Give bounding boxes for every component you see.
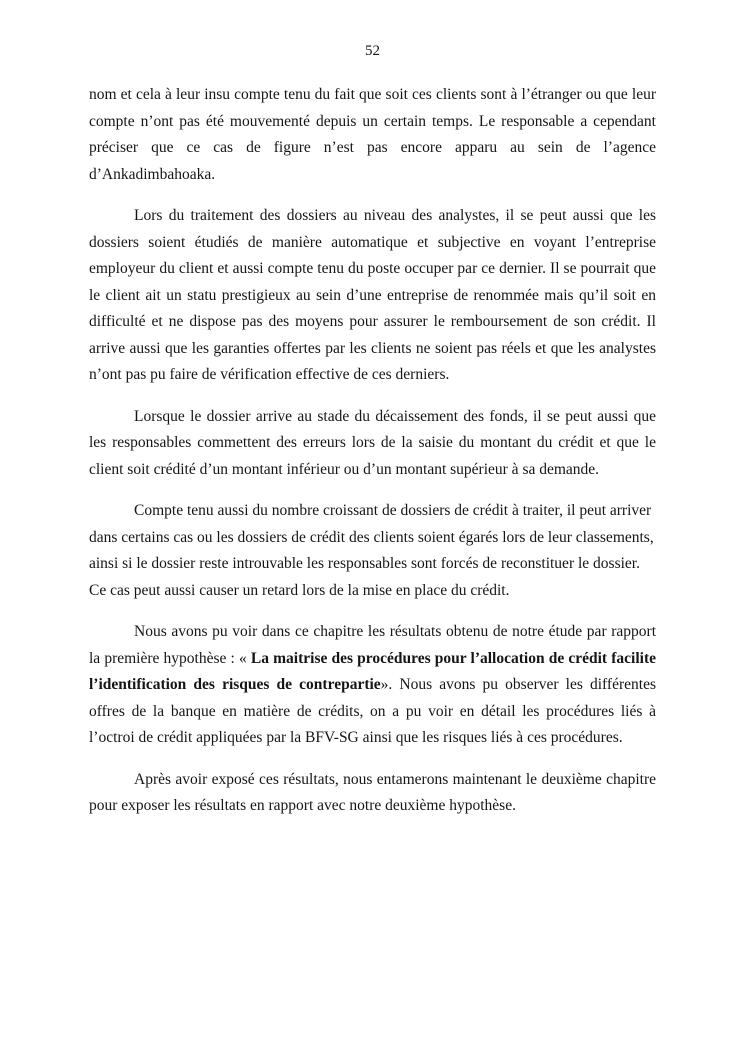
bold-text-run: La maitrise des procédures pour l’allocation de crédit facilite l’identification des risques de contrepartie <box>89 649 656 693</box>
text-run: Compte tenu aussi du nombre croissant de dossiers de crédit à traiter, il peut arriver dans certains cas ou les dossiers de crédit des clients soient égarés lors de leur classements, ainsi si le dossier reste introuvable les responsables sont forcés de reconstituer le dossier. Ce cas peut aussi causer un retard lors de la mise en place du crédit. <box>89 502 654 599</box>
page-number: 52 <box>365 43 380 59</box>
text-run: Après avoir exposé ces résultats, nous entamerons maintenant le deuxième chapitre pour exposer les résultats en rapport avec notre deuxième hypothèse. <box>89 770 656 814</box>
paragraph <box>89 404 656 484</box>
paragraph <box>89 767 656 820</box>
paragraph <box>89 203 656 389</box>
document-body <box>89 82 656 835</box>
paragraph <box>89 498 656 604</box>
text-run: Lorsque le dossier arrive au stade du décaissement des fonds, il se peut aussi que les responsables commettent des erreurs lors de la saisie du montant du crédit et que le client soit crédité d’un montant inférieur ou d’un montant supérieur à sa demande. <box>89 407 656 478</box>
text-run: ». Nous avons pu observer les différentes offres de la banque en matière de crédits, on a pu voir en détail les procédures liés à l’octroi de crédit appliquées par la BFV-SG ainsi que les risques liés à ces procédures. <box>89 676 656 746</box>
text-run: Lors du traitement des dossiers au niveau des analystes, il se peut aussi que les dossiers soient étudiés de manière automatique et subjective en voyant l’entreprise employeur du client et aussi compte tenu du poste occuper par ce dernier. Il se pourrait que le client ait un statu prestigieux au sein d’une entreprise de renommée mais qu’il soit en difficulté et ne dispose pas des moyens pour assurer le remboursement de son crédit. Il arrive aussi que les garanties offertes par les clients ne soient pas réels et que les analystes n’ont pas pu faire de vérification effective de ces derniers. <box>89 207 656 383</box>
text-run: nom et cela à leur insu compte tenu du fait que soit ces clients sont à l’étranger ou que leur compte n’ont pas été mouvementé depuis un certain temps. Le responsable a cependant préciser que ce cas de figure n’est pas encore apparu au sein de l’agence d’Ankadimbahoaka. <box>89 86 656 183</box>
text-run: Nous avons pu voir dans ce chapitre les résultats obtenu de notre étude par rapport la première hypothèse : « <box>89 623 656 667</box>
paragraph <box>89 82 656 188</box>
paragraph <box>89 619 656 752</box>
